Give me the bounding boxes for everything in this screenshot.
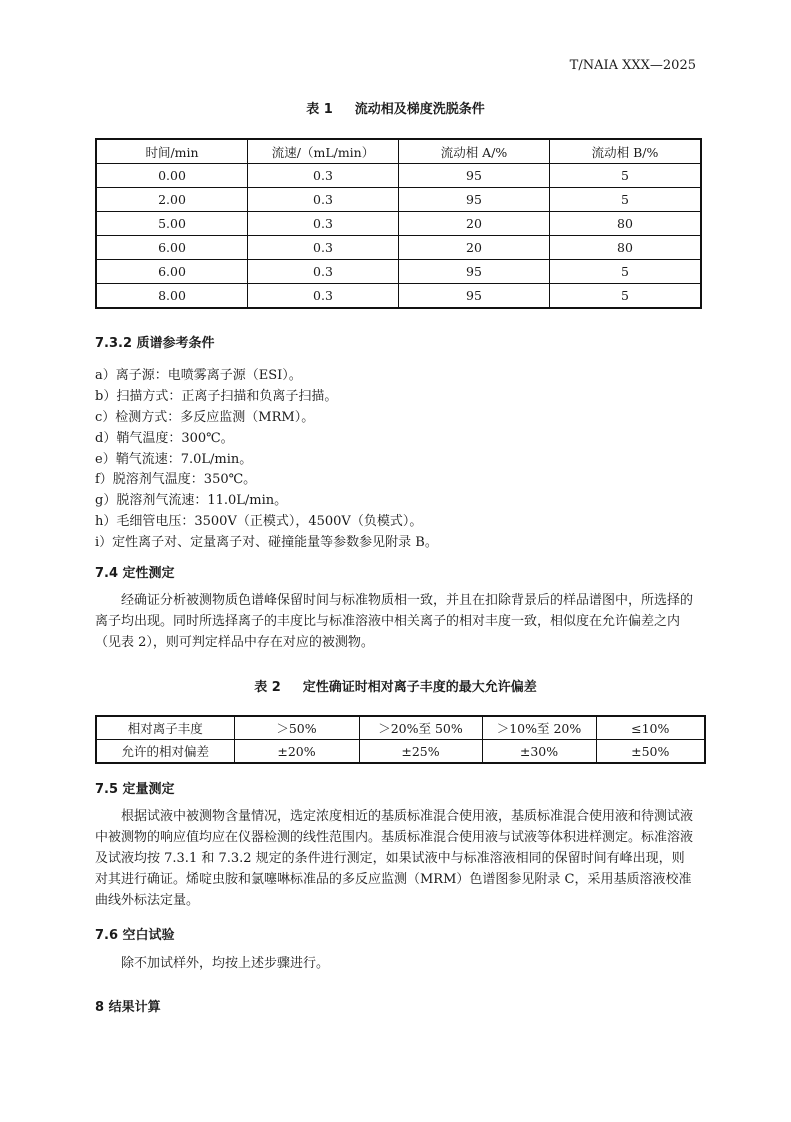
document-code: T/NAIA XXX—2025 xyxy=(569,58,696,73)
section-heading-7-5: 7.5 定量测定 xyxy=(95,782,175,797)
table-cell: 95 xyxy=(399,164,550,188)
table-header-row xyxy=(96,716,705,740)
list-item: g）脱溶剂气流速：11.0L/min。 xyxy=(95,493,288,508)
table-cell: 95 xyxy=(399,284,550,309)
table-cell: 20 xyxy=(399,212,550,236)
table-cell: 0.3 xyxy=(248,260,399,284)
section-heading-7-4: 7.4 定性测定 xyxy=(95,566,175,581)
table-cell: ＞10%至 20% xyxy=(482,716,596,740)
table-cell: ≤10% xyxy=(596,716,705,740)
relative-abundance-table xyxy=(95,715,706,764)
table-cell: 相对离子丰度 xyxy=(96,716,234,740)
table-cell: 8.00 xyxy=(96,284,248,309)
table2-caption xyxy=(0,676,791,695)
gradient-elution-table xyxy=(95,138,702,309)
qualitative-paragraph: 经确证分析被测物质色谱峰保留时间与标准物质相一致，并且在扣除背景后的样品谱图中，所选择的离子均出现。同时所选择离子的丰度比与标准溶液中相关离子的相对丰度一致，相似度在允许偏差之内（见表 2），则可判定样品中存在对应的被测物。 xyxy=(95,593,694,650)
column-header: 流动相 B/% xyxy=(550,139,702,164)
column-header: 流动相 A/% xyxy=(399,139,550,164)
table1-caption-number: 表 1 xyxy=(306,102,333,117)
list-item: a）离子源：电喷雾离子源（ESI）。 xyxy=(95,368,302,383)
table-row xyxy=(96,284,701,309)
table1-caption-title: 流动相及梯度洗脱条件 xyxy=(354,102,485,117)
table-cell: 0.3 xyxy=(248,236,399,260)
table-cell: 5 xyxy=(550,284,702,309)
table-cell: 允许的相对偏差 xyxy=(96,740,234,764)
list-item: i）定性离子对、定量离子对、碰撞能量等参数参见附录 B。 xyxy=(95,535,438,550)
table-cell: ±50% xyxy=(596,740,705,764)
list-item: b）扫描方式：正离子扫描和负离子扫描。 xyxy=(95,389,338,404)
table-cell: 80 xyxy=(550,236,702,260)
table-cell: 20 xyxy=(399,236,550,260)
table-cell: 80 xyxy=(550,212,702,236)
list-item: d）鞘气温度：300℃。 xyxy=(95,431,234,446)
table-cell: 5.00 xyxy=(96,212,248,236)
quantitative-paragraph: 根据试液中被测物含量情况，选定浓度相近的基质标准混合使用液，基质标准混合使用液和待测试液中被测物的响应值均应在仪器检测的线性范围内。基质标准混合使用液与试液等体积进样测定。标准溶液及试液均按 7.3.1 和 7.3.2 规定的条件进行测定，如果试液中与标准溶液相同的保留时间有峰出现，则对其进行确证。烯啶虫胺和氯噻啉标准品的多反应监测（MRM）色谱图参见附录 C，采用基质溶液校准曲线外标法定量。 xyxy=(95,809,694,908)
table2-caption-title: 定性确证时相对离子丰度的最大允许偏差 xyxy=(302,680,537,695)
table-row xyxy=(96,260,701,284)
table-cell: 95 xyxy=(399,188,550,212)
table1-caption xyxy=(0,98,791,117)
table-row xyxy=(96,164,701,188)
table-row xyxy=(96,212,701,236)
table-row xyxy=(96,740,705,764)
section-heading-7-6: 7.6 空白试验 xyxy=(95,928,175,943)
list-item: h）毛细管电压：3500V（正模式），4500V（负模式）。 xyxy=(95,514,423,529)
table-cell: 5 xyxy=(550,260,702,284)
table-cell: 0.3 xyxy=(248,164,399,188)
list-item: c）检测方式：多反应监测（MRM）。 xyxy=(95,410,315,425)
list-item: f）脱溶剂气温度：350℃。 xyxy=(95,472,257,487)
table2-caption-number: 表 2 xyxy=(254,680,281,695)
column-header: 时间/min xyxy=(96,139,248,164)
section-heading-8: 8 结果计算 xyxy=(95,1000,161,1015)
table-cell: 6.00 xyxy=(96,260,248,284)
table-header-row xyxy=(96,139,701,164)
table-cell: 5 xyxy=(550,164,702,188)
table-cell: ±30% xyxy=(482,740,596,764)
section-heading-7-3-2: 7.3.2 质谱参考条件 xyxy=(95,336,215,351)
table-cell: ±20% xyxy=(234,740,359,764)
table-cell: 0.3 xyxy=(248,284,399,309)
table-row xyxy=(96,188,701,212)
list-item: e）鞘气流速：7.0L/min。 xyxy=(95,452,253,467)
table-cell: 95 xyxy=(399,260,550,284)
table-row xyxy=(96,236,701,260)
table-cell: 0.3 xyxy=(248,212,399,236)
table-cell: ±25% xyxy=(359,740,482,764)
table-cell: ＞20%至 50% xyxy=(359,716,482,740)
table-cell: ＞50% xyxy=(234,716,359,740)
table-cell: 0.3 xyxy=(248,188,399,212)
table-cell: 0.00 xyxy=(96,164,248,188)
blank-test-paragraph: 除不加试样外，均按上述步骤进行。 xyxy=(121,956,330,971)
table-cell: 2.00 xyxy=(96,188,248,212)
table-cell: 5 xyxy=(550,188,702,212)
column-header: 流速/（mL/min） xyxy=(248,139,399,164)
table-cell: 6.00 xyxy=(96,236,248,260)
